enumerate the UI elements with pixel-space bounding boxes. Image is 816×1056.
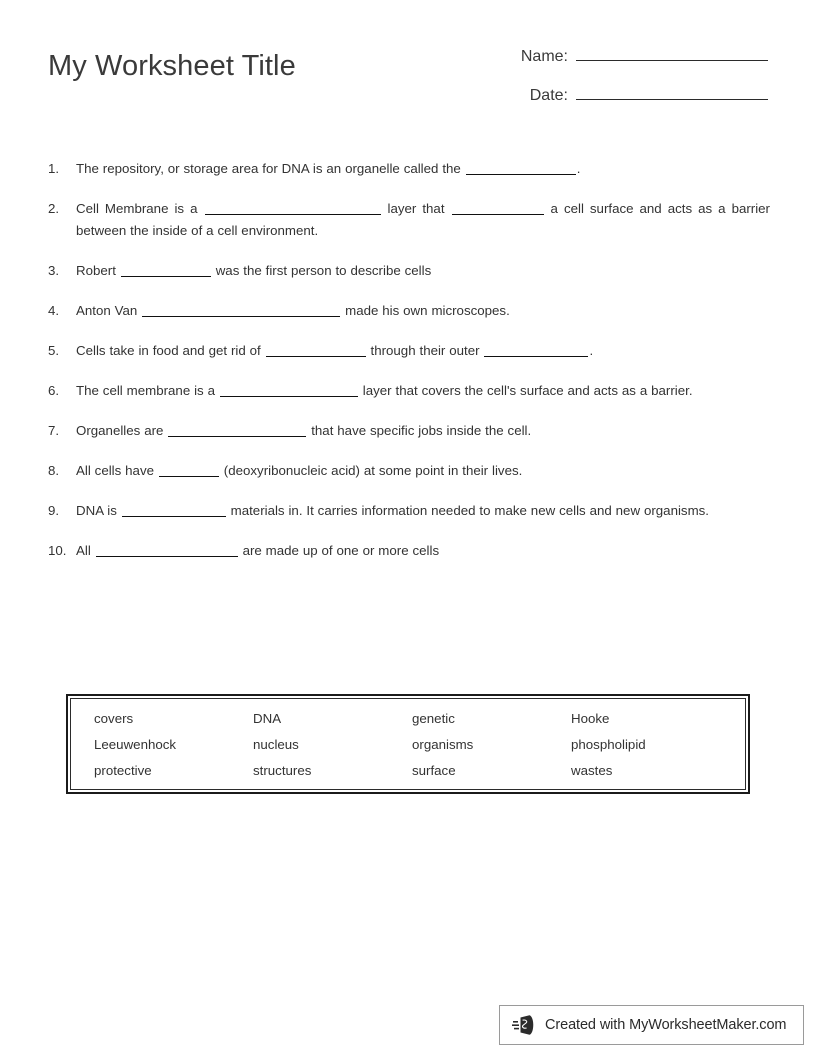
answer-blank[interactable] [96, 542, 238, 557]
word-bank-word: organisms [412, 736, 474, 752]
word-bank-word: DNA [253, 710, 282, 726]
question-number: 8. [48, 463, 60, 478]
word-bank-word: Hooke [571, 710, 610, 726]
question-item [48, 198, 774, 242]
answer-blank[interactable] [466, 160, 576, 175]
word-bank-word: wastes [571, 762, 613, 778]
question-text-run: layer that covers the cell's surface and acts as a barrier. [358, 383, 693, 398]
question-text-run: . [576, 161, 581, 176]
question-number: 5. [48, 343, 60, 358]
question-text-run: Organelles are [76, 423, 168, 438]
question-item [48, 420, 770, 442]
question-number: 3. [48, 263, 60, 278]
word-bank-word: protective [94, 762, 152, 778]
word-bank-word: covers [94, 710, 134, 726]
question-text [76, 158, 770, 180]
student-info-block [468, 42, 768, 120]
answer-blank[interactable] [452, 200, 544, 215]
footer-badge[interactable] [499, 1005, 804, 1045]
question-item [48, 158, 770, 180]
question-text-run: Cells take in food and get rid of [76, 343, 265, 358]
question-text-run: are made up of one or more cells [238, 543, 440, 558]
answer-blank[interactable] [121, 262, 211, 277]
question-item [48, 540, 770, 562]
question-text [76, 198, 774, 242]
question-item [48, 260, 770, 282]
question-text [76, 420, 770, 442]
question-text-run: made his own microscopes. [341, 303, 510, 318]
question-number: 10. [48, 543, 67, 558]
question-text [76, 300, 770, 322]
word-bank [66, 694, 750, 794]
question-number: 1. [48, 161, 60, 176]
word-bank-row [71, 705, 745, 731]
question-item [48, 300, 770, 322]
name-label: Name: [520, 48, 568, 65]
question-text-run: All [76, 543, 95, 558]
answer-blank[interactable] [159, 462, 219, 477]
question-number: 2. [48, 201, 60, 216]
question-item [48, 460, 770, 482]
question-text-run: through their outer [366, 343, 484, 358]
date-row [468, 81, 768, 113]
answer-blank[interactable] [220, 382, 358, 397]
name-input-line[interactable] [576, 42, 768, 61]
question-number: 7. [48, 423, 60, 438]
word-bank-word: nucleus [253, 736, 299, 752]
question-text-run: layer that [381, 201, 451, 216]
answer-blank[interactable] [205, 200, 381, 215]
question-text-run: (deoxyribonucleic acid) at some point in their lives. [219, 463, 523, 478]
question-text-run: Anton Van [76, 303, 142, 318]
question-number: 6. [48, 383, 60, 398]
question-text [76, 380, 770, 402]
worksheet-header [48, 42, 768, 122]
word-bank-word: genetic [412, 710, 455, 726]
answer-blank[interactable] [142, 302, 340, 317]
footer-badge-label: Created with MyWorksheetMaker.com [545, 1017, 787, 1033]
word-bank-word: phospholipid [571, 736, 646, 752]
word-bank-word: surface [412, 762, 456, 778]
question-text-run: The repository, or storage area for DNA is an organelle called the [76, 161, 465, 176]
question-text-run: Robert [76, 263, 120, 278]
answer-blank[interactable] [122, 502, 226, 517]
question-text [76, 460, 770, 482]
word-bank-word: structures [253, 762, 312, 778]
question-item [48, 500, 770, 522]
question-text [76, 540, 770, 562]
word-bank-row [71, 731, 745, 757]
myworksheetmaker-logo-icon [512, 1012, 538, 1038]
answer-blank[interactable] [484, 342, 588, 357]
question-text-run: All cells have [76, 463, 158, 478]
question-item [48, 340, 770, 362]
question-text-run: The cell membrane is a [76, 383, 219, 398]
word-bank-row [71, 757, 745, 783]
page-title: My Worksheet Title [48, 50, 296, 82]
question-number: 4. [48, 303, 60, 318]
question-text [76, 500, 770, 522]
question-text-run: Cell Membrane is a [76, 201, 204, 216]
answer-blank[interactable] [266, 342, 366, 357]
question-list [48, 158, 774, 580]
word-bank-inner [70, 698, 746, 790]
date-label: Date: [529, 87, 568, 104]
date-input-line[interactable] [576, 81, 768, 100]
word-bank-word: Leeuwenhock [94, 736, 177, 752]
question-item [48, 380, 770, 402]
answer-blank[interactable] [168, 422, 306, 437]
question-text-run: DNA is [76, 503, 121, 518]
question-text-run: that have specific jobs inside the cell. [307, 423, 532, 438]
question-text-run: . [589, 343, 594, 358]
question-text [76, 340, 770, 362]
question-text [76, 260, 770, 282]
question-text-run: was the first person to describe cells [211, 263, 432, 278]
name-row [468, 42, 768, 74]
question-number: 9. [48, 503, 60, 518]
question-text-run: a cell surface and acts as a barrier between the inside of a cell environment. [76, 201, 774, 238]
question-text-run: materials in. It carries information needed to make new cells and new organisms. [226, 503, 709, 518]
